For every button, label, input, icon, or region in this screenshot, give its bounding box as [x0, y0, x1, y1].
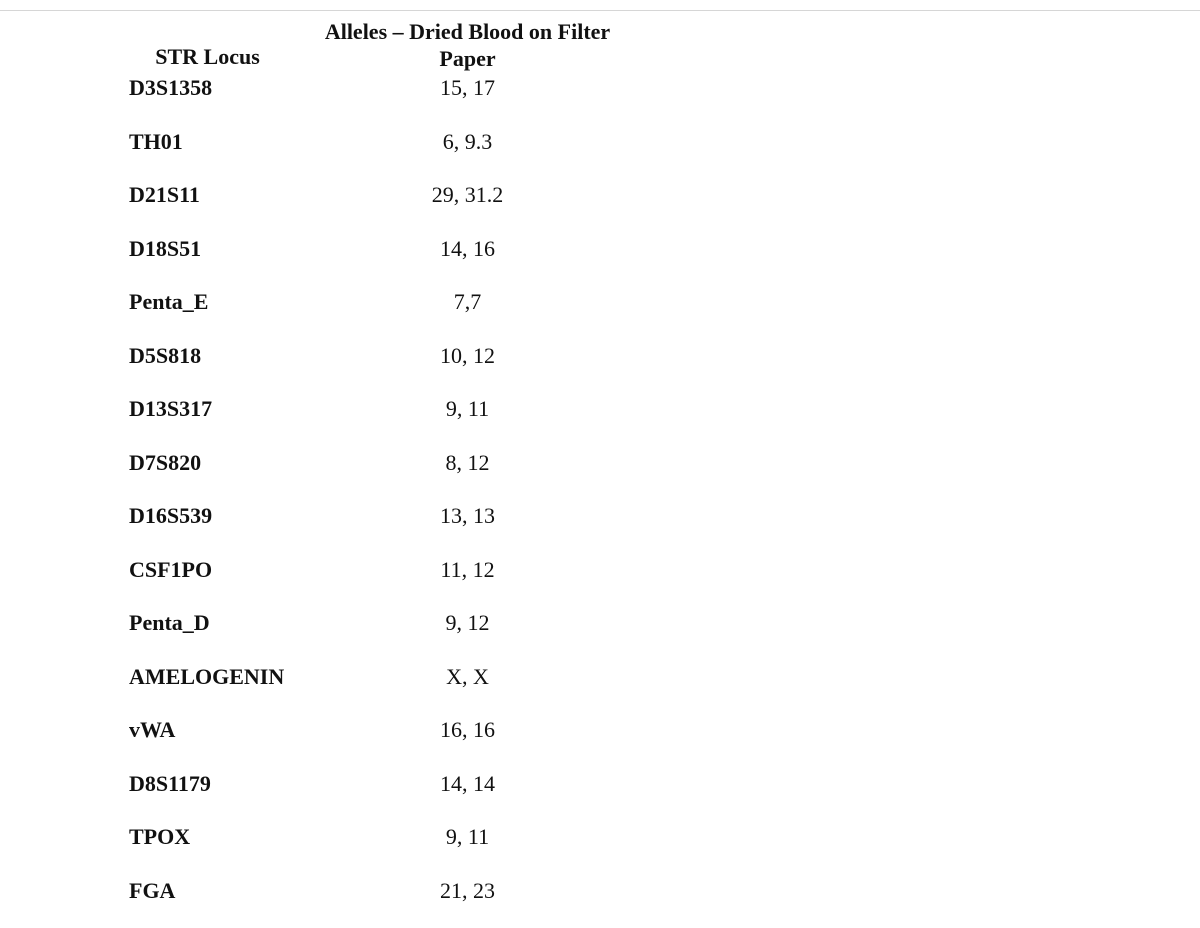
locus-cell: FGA — [100, 875, 315, 928]
allele-cell: 9, 11 — [315, 393, 620, 447]
locus-cell: TH01 — [100, 126, 315, 180]
table-row — [100, 768, 620, 822]
locus-cell: D16S539 — [100, 500, 315, 554]
top-divider — [0, 10, 1200, 11]
table-row — [100, 607, 620, 661]
locus-cell: D18S51 — [100, 233, 315, 287]
allele-cell: 14, 14 — [315, 768, 620, 822]
allele-cell: 8, 12 — [315, 447, 620, 501]
allele-cell: 29, 31.2 — [315, 179, 620, 233]
allele-cell: 9, 11 — [315, 821, 620, 875]
alleles-header: Alleles – Dried Blood on Filter Paper — [315, 12, 620, 72]
locus-cell: D8S1179 — [100, 768, 315, 822]
table-row — [100, 714, 620, 768]
locus-cell: AMELOGENIN — [100, 661, 315, 715]
allele-cell: 14, 16 — [315, 233, 620, 287]
allele-cell: 15, 17 — [315, 72, 620, 126]
locus-cell: D7S820 — [100, 447, 315, 501]
table-row — [100, 875, 620, 928]
allele-cell: 11, 12 — [315, 554, 620, 608]
allele-cell: 21, 23 — [315, 875, 620, 928]
locus-cell: D13S317 — [100, 393, 315, 447]
locus-cell: D3S1358 — [100, 72, 315, 126]
allele-cell: 7,7 — [315, 286, 620, 340]
table-row — [100, 447, 620, 501]
str-profile-table — [100, 12, 620, 928]
header-row — [100, 12, 620, 72]
allele-cell: 13, 13 — [315, 500, 620, 554]
allele-cell: 16, 16 — [315, 714, 620, 768]
table-row — [100, 179, 620, 233]
table-row — [100, 340, 620, 394]
table-row — [100, 393, 620, 447]
locus-cell: Penta_E — [100, 286, 315, 340]
table-row — [100, 554, 620, 608]
allele-cell: 6, 9.3 — [315, 126, 620, 180]
table-row — [100, 126, 620, 180]
table-row — [100, 233, 620, 287]
locus-cell: D21S11 — [100, 179, 315, 233]
locus-cell: Penta_D — [100, 607, 315, 661]
table-body — [100, 72, 620, 928]
allele-cell: X, X — [315, 661, 620, 715]
allele-cell: 9, 12 — [315, 607, 620, 661]
table-row — [100, 500, 620, 554]
locus-cell: CSF1PO — [100, 554, 315, 608]
locus-cell: vWA — [100, 714, 315, 768]
str-locus-header: STR Locus — [100, 12, 315, 72]
table-header — [100, 12, 620, 72]
locus-cell: D5S818 — [100, 340, 315, 394]
table-row — [100, 821, 620, 875]
table-row — [100, 661, 620, 715]
table-row — [100, 72, 620, 126]
table-row — [100, 286, 620, 340]
locus-cell: TPOX — [100, 821, 315, 875]
allele-cell: 10, 12 — [315, 340, 620, 394]
